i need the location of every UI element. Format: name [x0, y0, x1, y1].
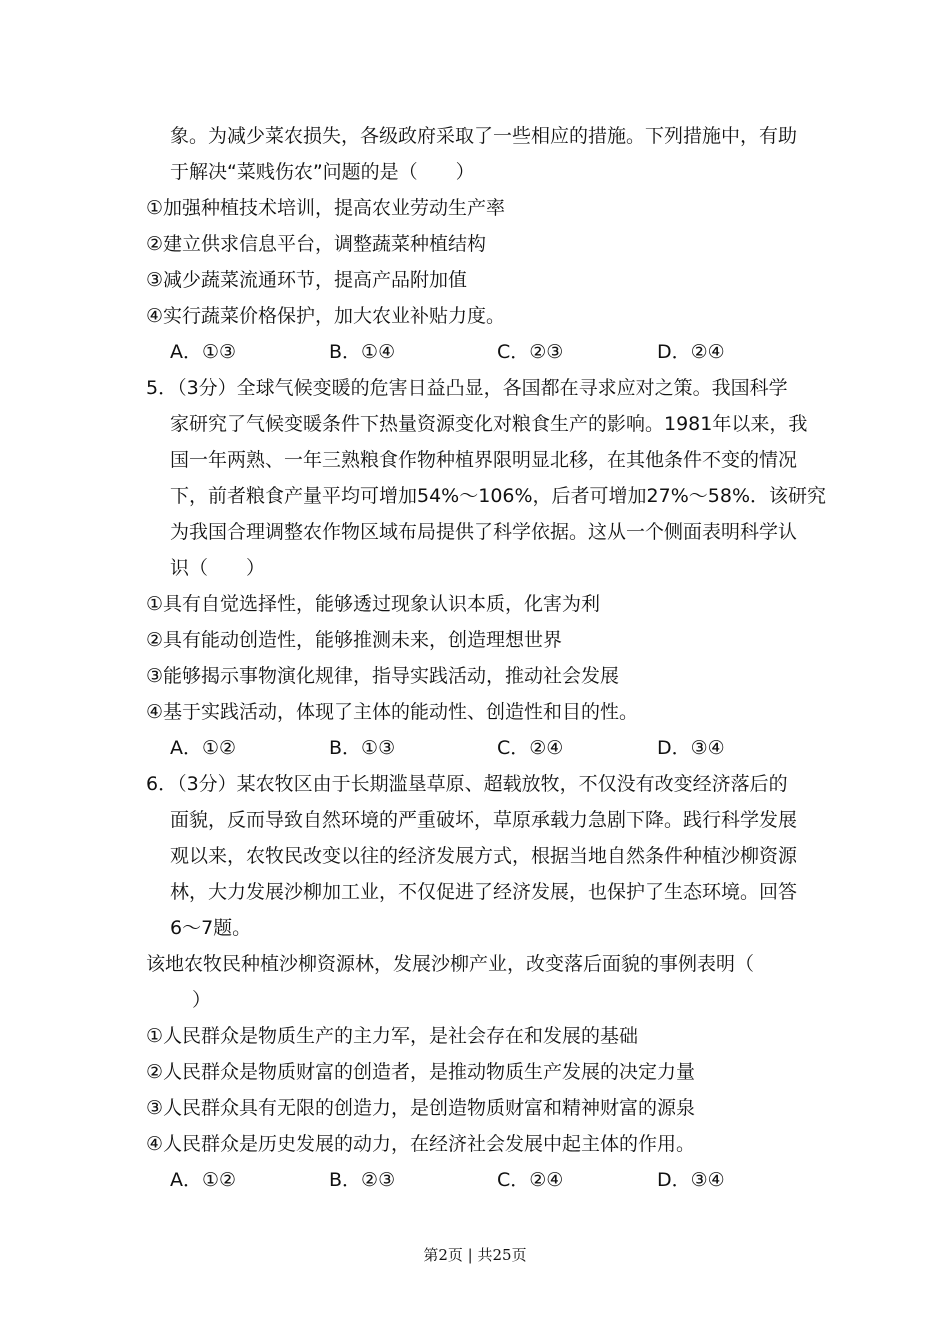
- statement-item: ①加强种植技术培训，提高农业劳动生产率: [146, 197, 506, 219]
- statement-item: ③减少蔬菜流通环节，提高产品附加值: [146, 269, 468, 291]
- option-c: C．②④: [497, 737, 564, 759]
- option-d: D．③④: [657, 1169, 725, 1191]
- question-4-text-line: 象。为减少菜农损失，各级政府采取了一些相应的措施。下列措施中，有助: [170, 125, 798, 147]
- question-6-stem: 该地农牧民种植沙柳资源林，发展沙柳产业，改变落后面貌的事例表明（: [146, 953, 755, 975]
- question-6-heading: 6．（3分）某农牧区由于长期滥垦草原、超载放牧，不仅没有改变经济落后的: [146, 773, 788, 795]
- statement-item: ④人民群众是历史发展的动力，在经济社会发展中起主体的作用。: [146, 1133, 696, 1155]
- answer-options: [146, 334, 816, 370]
- question-5-text-line: 下，前者粮食产量平均可增加54%～106%，后者可增加27%～58%．该研究: [170, 485, 827, 507]
- question-5-text-line: 家研究了气候变暖条件下热量资源变化对粮食生产的影响。1981年以来，我: [170, 413, 808, 435]
- question-6-stem-cont: ）: [192, 989, 212, 1011]
- statement-item: ②具有能动创造性，能够推测未来，创造理想世界: [146, 629, 563, 651]
- question-4-text-line: 于解决“菜贱伤农”问题的是（ ）: [170, 161, 475, 183]
- question-5-heading: 5．（3分）全球气候变暖的危害日益凸显，各国都在寻求应对之策。我国科学: [146, 377, 788, 399]
- option-a: A．①②: [170, 737, 237, 759]
- question-6-text-line: 观以来，农牧民改变以往的经济发展方式，根据当地自然条件种植沙柳资源: [170, 845, 798, 867]
- answer-options: [146, 730, 816, 766]
- option-a: A．①③: [170, 341, 237, 363]
- page-footer: 第2页 | 共25页: [423, 1246, 527, 1264]
- statement-item: ④基于实践活动，体现了主体的能动性、创造性和目的性。: [146, 701, 639, 723]
- answer-options: [146, 1162, 816, 1198]
- question-6-text-line: 林，大力发展沙柳加工业，不仅促进了经济发展，也保护了生态环境。回答: [170, 881, 798, 903]
- question-5: [146, 370, 827, 766]
- statement-item: ④实行蔬菜价格保护，加大农业补贴力度。: [146, 305, 506, 327]
- option-d: D．②④: [657, 341, 725, 363]
- option-b: B．①④: [329, 341, 396, 363]
- statement-item: ②人民群众是物质财富的创造者，是推动物质生产发展的决定力量: [146, 1061, 696, 1083]
- option-c: C．②③: [497, 341, 564, 363]
- option-b: B．②③: [329, 1169, 396, 1191]
- question-5-text-line: 识（ ）: [170, 557, 266, 579]
- question-6-text-line: 面貌，反而导致自然环境的严重破坏，草原承载力急剧下降。践行科学发展: [170, 809, 798, 831]
- question-5-text-line: 国一年两熟、一年三熟粮食作物种植界限明显北移，在其他条件不变的情况: [170, 449, 798, 471]
- option-c: C．②④: [497, 1169, 564, 1191]
- statement-item: ③能够揭示事物演化规律，指导实践活动，推动社会发展: [146, 665, 620, 687]
- page-content: [146, 118, 827, 1198]
- statement-item: ②建立供求信息平台，调整蔬菜种植结构: [146, 233, 487, 255]
- statement-item: ③人民群众具有无限的创造力，是创造物质财富和精神财富的源泉: [146, 1097, 696, 1119]
- question-4-tail: [146, 118, 816, 370]
- question-6-text-line: 6～7题。: [170, 917, 252, 939]
- question-6: [146, 766, 816, 1198]
- option-d: D．③④: [657, 737, 725, 759]
- option-a: A．①②: [170, 1169, 237, 1191]
- question-5-text-line: 为我国合理调整农作物区域布局提供了科学依据。这从一个侧面表明科学认: [170, 521, 798, 543]
- statement-item: ①具有自觉选择性，能够透过现象认识本质，化害为利: [146, 593, 601, 615]
- statement-item: ①人民群众是物质生产的主力军，是社会存在和发展的基础: [146, 1025, 639, 1047]
- option-b: B．①③: [329, 737, 396, 759]
